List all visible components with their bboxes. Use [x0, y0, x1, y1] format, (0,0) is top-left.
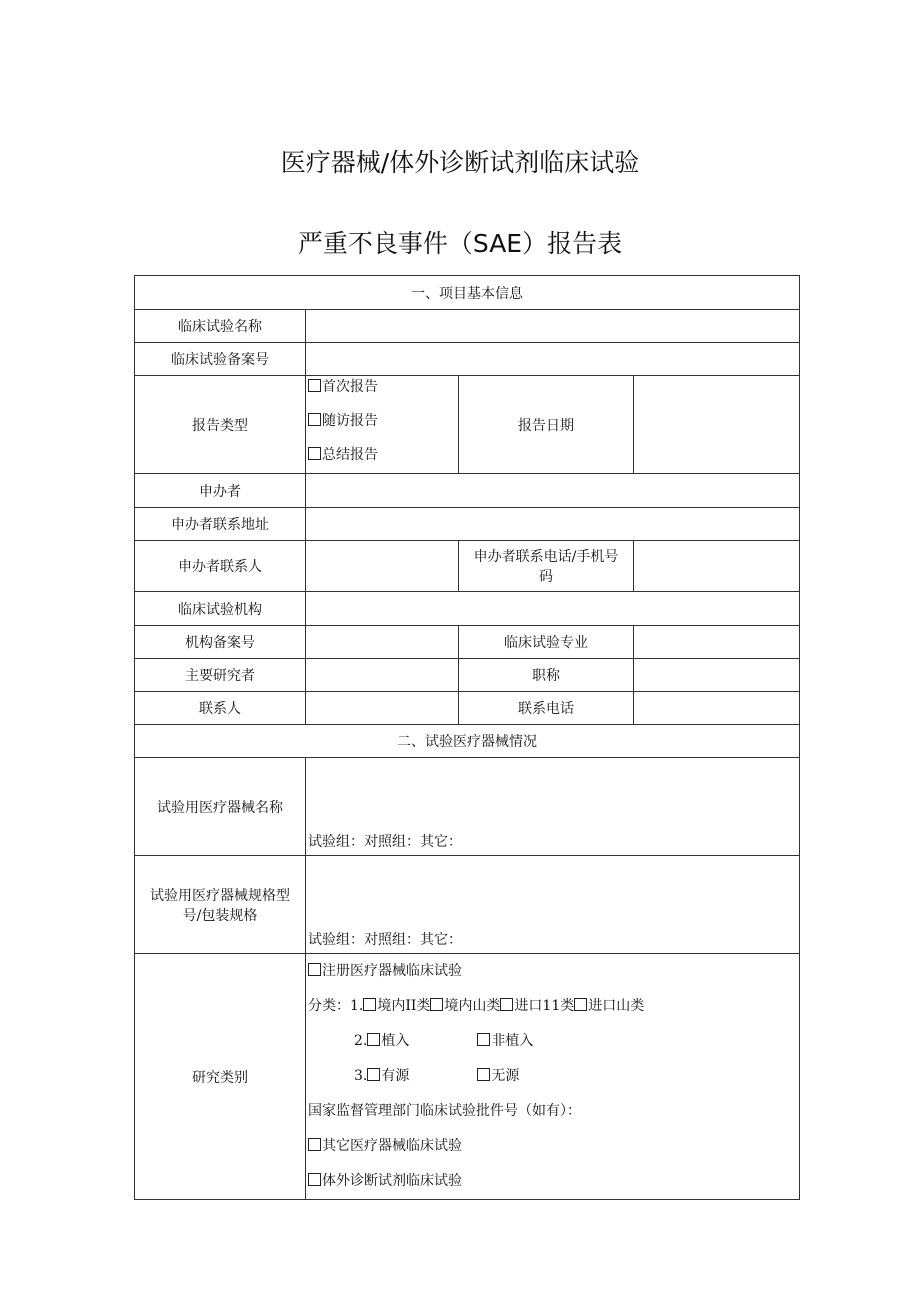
- device-spec-label: [135, 856, 306, 954]
- institution-record-label: 机构备案号: [135, 626, 306, 659]
- sponsor-phone-label: [459, 541, 634, 592]
- study-registered-option[interactable]: 注册医疗器械临床试验: [306, 954, 799, 989]
- sponsor-address-label: 申办者联系地址: [135, 508, 306, 541]
- trial-record-label: 临床试验备案号: [135, 343, 306, 376]
- pi-title-field[interactable]: [634, 659, 800, 692]
- specialty-label: 临床试验专业: [459, 626, 634, 659]
- checkbox-icon[interactable]: [308, 447, 321, 460]
- study-active-row: 3. 有源 无源: [354, 1068, 520, 1084]
- section-heading-device-info: 二、试验医疗器械情况: [135, 725, 800, 758]
- checkbox-icon[interactable]: [308, 379, 321, 392]
- contact-field[interactable]: [306, 692, 459, 725]
- study-implant-row: 2. 植入 非植入: [354, 1033, 534, 1049]
- checkbox-icon[interactable]: [500, 998, 513, 1011]
- contact-phone-label: 联系电话: [459, 692, 634, 725]
- sponsor-phone-field[interactable]: [634, 541, 800, 592]
- checkbox-icon[interactable]: [430, 998, 443, 1011]
- checkbox-icon[interactable]: [308, 1173, 321, 1186]
- device-name-label: 试验用医疗器械名称: [135, 758, 306, 856]
- report-type-options: [306, 376, 459, 474]
- institution-label: 临床试验机构: [135, 592, 306, 626]
- specialty-field[interactable]: [634, 626, 800, 659]
- trial-name-field[interactable]: [306, 310, 800, 343]
- sponsor-contact-field[interactable]: [306, 541, 459, 592]
- report-type-option-first[interactable]: 首次报告: [306, 370, 458, 404]
- checkbox-icon[interactable]: [477, 1033, 490, 1046]
- sponsor-address-field[interactable]: [306, 508, 800, 541]
- checkbox-icon[interactable]: [363, 998, 376, 1011]
- study-type-label: 研究类别: [135, 954, 306, 1200]
- sponsor-label: 申办者: [135, 474, 306, 508]
- checkbox-icon[interactable]: [367, 1033, 380, 1046]
- contact-phone-field[interactable]: [634, 692, 800, 725]
- checkbox-icon[interactable]: [367, 1068, 380, 1081]
- device-spec-label-line-2: 号/包装规格: [182, 907, 258, 924]
- sponsor-field[interactable]: [306, 474, 800, 508]
- study-approval-number: 国家监督管理部门临床试验批件号（如有）：: [308, 1103, 581, 1119]
- device-name-field[interactable]: [306, 758, 800, 856]
- study-classification-row: 分类：1. 境内II类 境内山类 进口11类 进口山类: [308, 998, 645, 1014]
- form-title-line-1: 医疗器械/体外诊断试剂临床试验: [280, 148, 640, 177]
- study-other-device-option[interactable]: 其它医疗器械临床试验: [306, 1129, 799, 1164]
- section-heading-basic-info: 一、项目基本信息: [135, 276, 800, 310]
- report-type-option-summary[interactable]: 总结报告: [306, 438, 458, 472]
- form-title-line-2: 严重不良事件（SAE）报告表: [297, 229, 623, 258]
- institution-record-field[interactable]: [306, 626, 459, 659]
- institution-field[interactable]: [306, 592, 800, 626]
- report-type-label: 报告类型: [135, 376, 306, 474]
- sae-report-table: [134, 275, 800, 1200]
- pi-label: 主要研究者: [135, 659, 306, 692]
- report-type-option-followup[interactable]: 随访报告: [306, 404, 458, 438]
- report-date-label: 报告日期: [459, 376, 634, 474]
- report-date-field[interactable]: [634, 376, 800, 474]
- checkbox-icon[interactable]: [308, 413, 321, 426]
- sponsor-contact-label: 申办者联系人: [135, 541, 306, 592]
- trial-name-label: 临床试验名称: [135, 310, 306, 343]
- sponsor-phone-label-line-2: 码: [539, 569, 553, 585]
- pi-title-label: 职称: [459, 659, 634, 692]
- device-spec-field[interactable]: [306, 856, 800, 954]
- device-spec-label-line-1: 试验用医疗器械规格型: [150, 887, 290, 904]
- device-spec-note: 试验组：对照组：其它：: [308, 932, 462, 948]
- study-type-options: [306, 954, 800, 1200]
- sponsor-phone-label-line-1: 申办者联系电话/手机号: [473, 549, 619, 565]
- checkbox-icon[interactable]: [574, 998, 587, 1011]
- device-name-note: 试验组：对照组：其它：: [308, 834, 462, 850]
- checkbox-icon[interactable]: [308, 963, 321, 976]
- pi-field[interactable]: [306, 659, 459, 692]
- checkbox-icon[interactable]: [477, 1068, 490, 1081]
- checkbox-icon[interactable]: [308, 1138, 321, 1151]
- contact-label: 联系人: [135, 692, 306, 725]
- study-ivd-option[interactable]: 体外诊断试剂临床试验: [306, 1164, 799, 1199]
